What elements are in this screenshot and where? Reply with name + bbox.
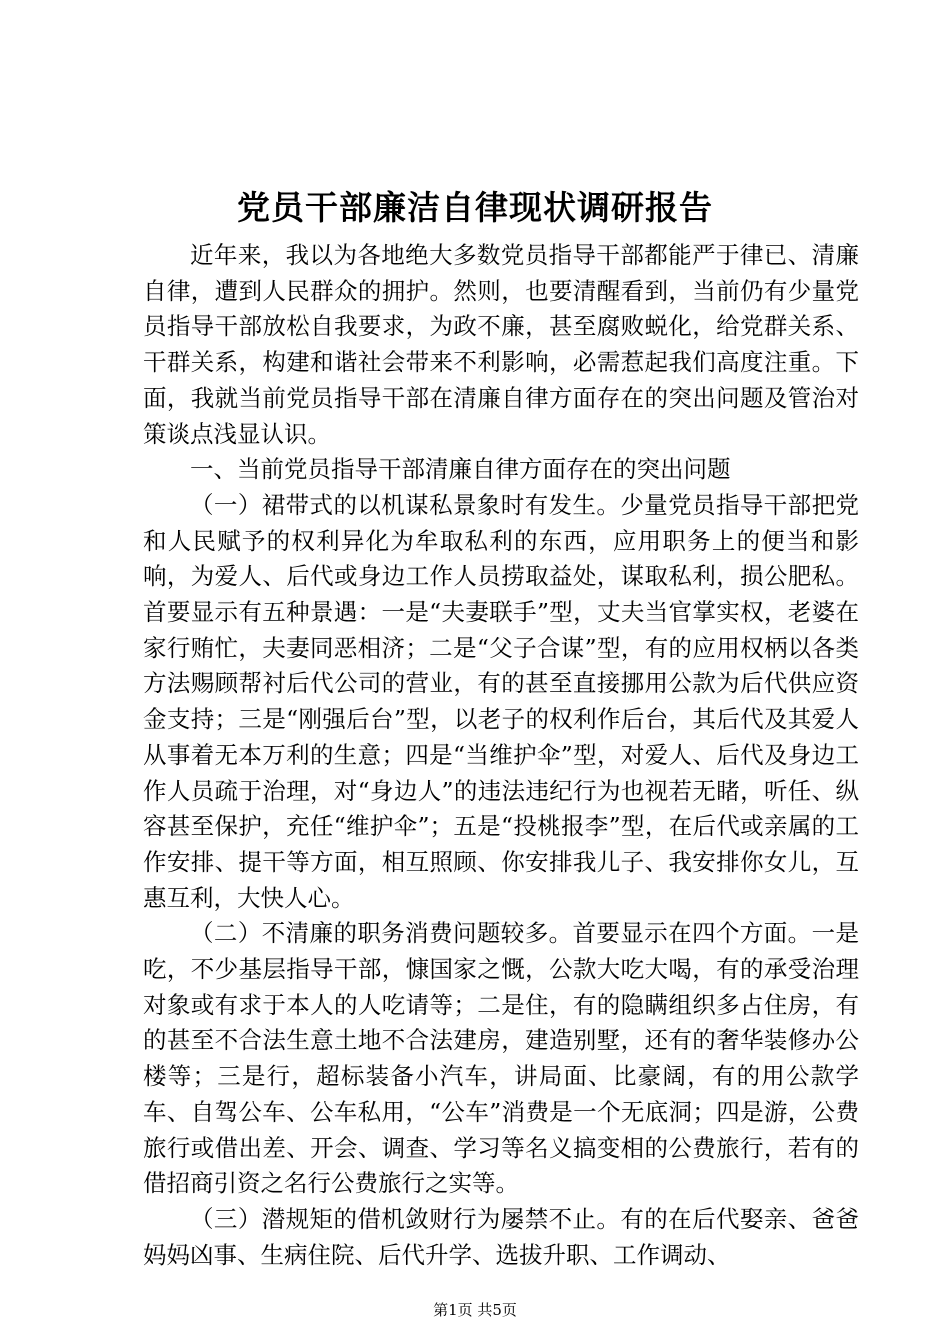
document-title: 党员干部廉洁自律现状调研报告 <box>237 188 713 227</box>
paragraph-subsection-2: （二）不清廉的职务消费问题较多。首要显示在四个方面。一是吃，不少基层指导干部，慷国家之慨，公款大吃大喝，有的承受治理对象或有求于本人的人吃请等；二是住，有的隐瞒组织多占住房，有的甚至不合法生意土地不合法建房，建造别墅，还有的奢华装修办公楼等；三是行，超标装备小汽车，讲局面、比豪阔，有的用公款学车、自驾公车、公车私用，“公车”消费是一个无底洞；四是游，公费旅行或借出差、开会、调查、学习等名义搞变相的公费旅行，若有的借招商引资之名行公费旅行之实等。 <box>143 919 859 1198</box>
paragraph-subsection-1: （一）裙带式的以机谋私景象时有发生。少量党员指导干部把党和人民赋予的权利异化为牟取私利的东西，应用职务上的便当和影响，为爱人、后代或身边工作人员捞取益处，谋取私利，损公肥私。首要显示有五种景遇：一是“夫妻联手”型，丈夫当官掌实权，老婆在家行贿忙，夫妻同恶相济；二是“父子合谋”型，有的应用权柄以各类方法赐顾帮衬后代公司的营业，有的甚至直接挪用公款为后代供应资金支持；三是“刚强后台”型，以老子的权利作后台，其后代及其爱人从事着无本万利的生意；四是“当维护伞”型，对爱人、后代及身边工作人员疏于治理，对“身边人”的违法违纪行为也视若无睹，听任、纵容甚至保护，充任“维护伞”；五是“投桃报李”型，在后代或亲属的工作安排、提干等方面，相互照顾、你安排我儿子、我安排你女儿，互惠互利，大快人心。 <box>143 490 859 912</box>
paragraph-subsection-3: （三）潜规矩的借机敛财行为屡禁不止。有的在后代娶亲、爸爸妈妈凶事、生病住院、后代升学、选拔升职、工作调动、 <box>143 1204 859 1269</box>
document-body <box>143 238 859 1273</box>
paragraph-intro: 近年来，我以为各地绝大多数党员指导干部都能严于律已、清廉自律，遭到人民群众的拥护。然则，也要清醒看到，当前仍有少量党员指导干部放松自我要求，为政不廉，甚至腐败蜕化，给党群关系、干群关系，构建和谐社会带来不利影响，必需惹起我们高度注重。下面，我就当前党员指导干部在清廉自律方面存在的突出问题及管治对策谈点浅显认识。 <box>143 241 859 448</box>
section-heading-1: 一、当前党员指导干部清廉自律方面存在的突出问题 <box>190 455 731 484</box>
page-footer: 第1页 共5页 <box>433 1301 517 1319</box>
